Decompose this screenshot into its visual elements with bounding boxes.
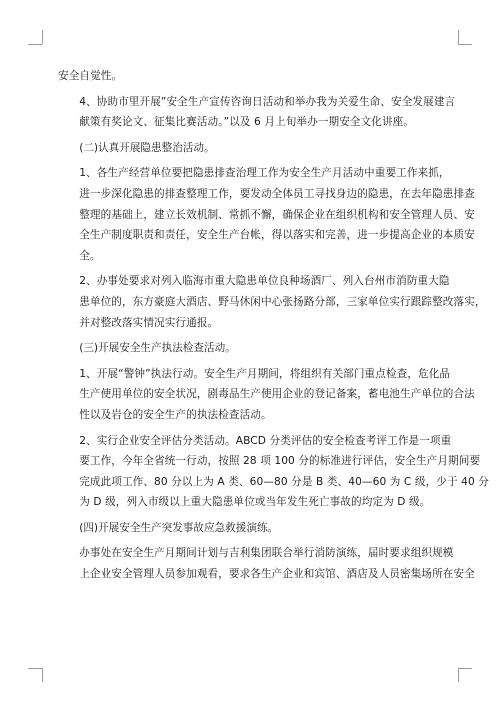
body-paragraph: [58, 92, 456, 133]
document-body: [58, 66, 489, 590]
text-line: (四)开展安全生产突发事故应急救援演练。: [79, 521, 279, 534]
text-line: 全生产制度职责和责任，安全生产台帐，得以落实和完善，进一步提高企业的本质安: [79, 229, 475, 242]
section-heading: [58, 338, 448, 359]
text-line: 要工作，今年全省统一行动，按照 28 项 100 分的标准进行评估，安全生产月期间要: [79, 455, 481, 468]
body-paragraph: [58, 431, 489, 513]
crop-mark-bottom-right-h: [458, 668, 472, 669]
text-line: 2、实行企业安全评估分类活动。ABCD 分类评估的安全检查考评工作是一项重: [79, 434, 452, 447]
text-line: 安全自觉性。: [58, 70, 123, 82]
text-line: 生产使用单位的安全状况，剧毒品生产使用企业的登记备案，蓄电池生产单位的合法: [79, 388, 475, 401]
body-paragraph: [58, 163, 475, 266]
text-line: 并对整改落实情况实行通报。: [79, 316, 219, 329]
body-paragraph: [58, 271, 486, 333]
text-line: 办事处在安全生产月期间计划与吉利集团联合举行消防演练，届时要求组织规模: [79, 547, 454, 560]
text-line: 患单位的，东方豪庭大酒店、野马休闲中心张扬路分部，三家单位实行跟踪整改落实，: [79, 295, 486, 308]
text-line: 上企业安全管理人员参加观看，要求各生产企业和宾馆、酒店及人员密集场所在安全: [79, 568, 475, 581]
text-line: 完成此项工作、80 分以上为 A 类、60—80 分是 B 类、40—60 为 C 级，少于 40 分: [79, 475, 489, 488]
text-line: 1、开展“警钟”执法行动。安全生产月期间，将组织有关部门重点检查，危化品: [79, 367, 451, 380]
crop-mark-top-right-h: [458, 44, 472, 45]
text-line: 进一步深化隐患的排查整理工作，要发动全体员工寻找身边的隐患，在去年隐患排查: [79, 187, 475, 200]
crop-mark-top-left-h: [28, 44, 42, 45]
text-line: (三)开展安全生产执法检查活动。: [79, 342, 236, 355]
text-line: 整理的基础上，建立长效机制、常抓不懈，确保企业在组织机构和安全管理人员、安: [79, 208, 475, 221]
body-paragraph: [58, 543, 475, 584]
text-line: 献策有奖论文、征集比赛活动。”以及 6 月上旬举办一期安全文化讲座。: [79, 116, 415, 129]
crop-mark-top-left-v: [42, 30, 43, 44]
text-line: 性以及岩仓的安全生产的执法检查活动。: [79, 408, 272, 421]
crop-mark-bottom-right-v: [458, 668, 459, 682]
text-line: 1、各生产经营单位要把隐患排查治理工作为安全生产月活动中重要工作来抓，: [79, 167, 450, 180]
section-heading: [58, 138, 448, 159]
crop-mark-bottom-left-v: [42, 668, 43, 682]
section-heading: [58, 518, 448, 539]
text-line: 4、协助市里开展”安全生产宣传咨询日活动和举办我为关爱生命、安全发展建言: [79, 95, 456, 108]
body-paragraph: [58, 66, 448, 87]
crop-mark-bottom-left-h: [28, 668, 42, 669]
text-line: 全。: [79, 249, 101, 262]
text-line: 2、办事处要求对列入临海市重大隐患单位良种场酒厂、列入台州市消防重大隐: [79, 275, 450, 288]
text-line: (二)认真开展隐患整治活动。: [79, 141, 215, 154]
body-paragraph: [58, 364, 475, 426]
crop-mark-top-right-v: [458, 30, 459, 44]
text-line: 为 D 级，列入市级以上重大隐患单位或当年发生死亡事故的均定为 D 级。: [79, 496, 431, 509]
